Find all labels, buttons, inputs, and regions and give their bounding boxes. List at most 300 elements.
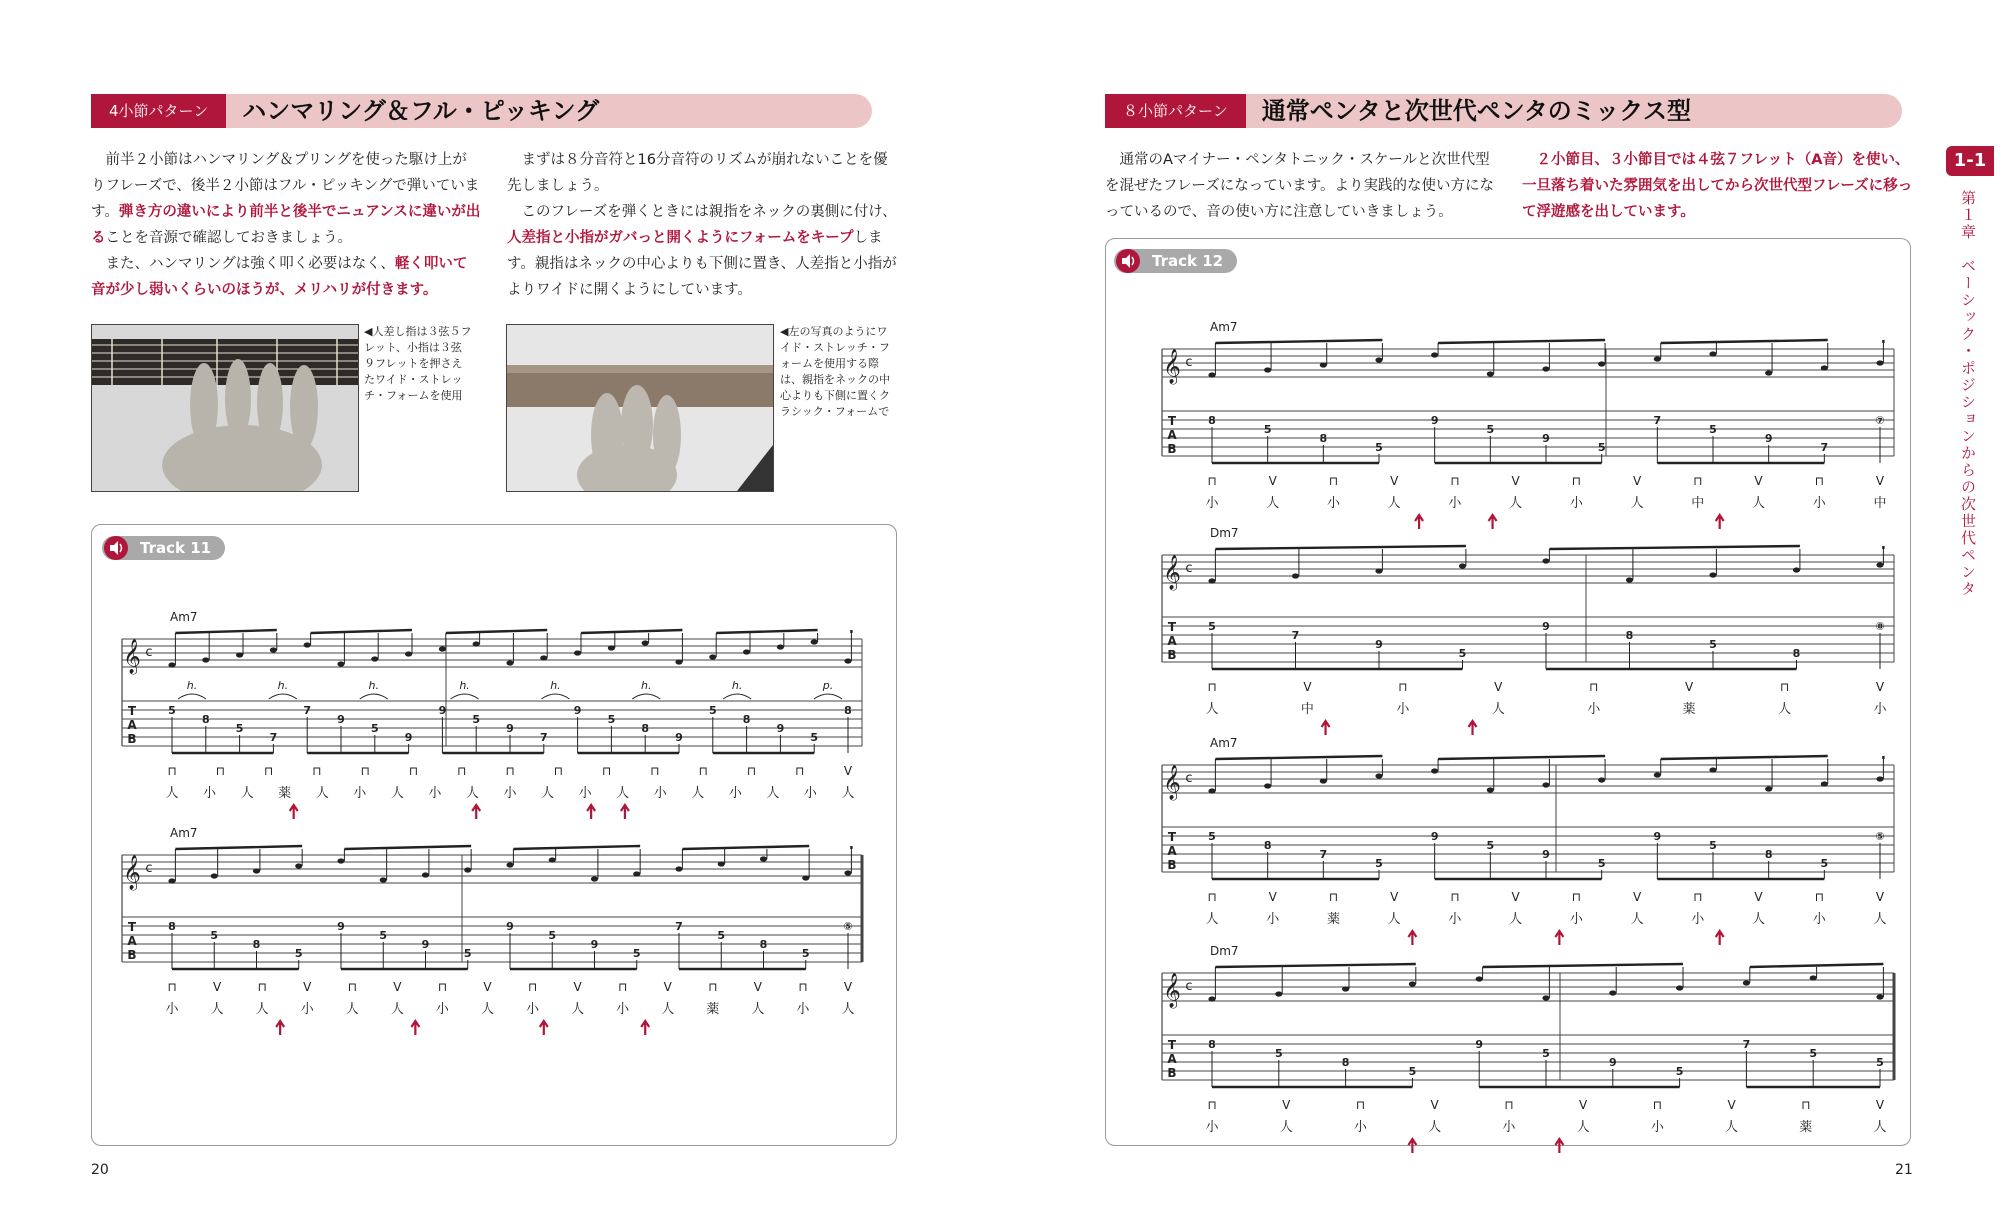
tab-number: 9 <box>1375 638 1383 651</box>
upstroke-symbol: V <box>663 980 672 994</box>
downstroke-symbol: ⊓ <box>1779 680 1790 694</box>
finger-label: 人 <box>1205 702 1219 717</box>
note-head <box>211 873 218 878</box>
tab-system <box>122 826 862 1035</box>
tab-number: 5 <box>370 722 379 735</box>
finger-label: 人 <box>1205 912 1219 927</box>
finger-label: 人 <box>1778 702 1792 717</box>
tab-number: 9 <box>506 722 514 735</box>
downstroke-symbol: ⊓ <box>215 764 225 778</box>
finger-label: 人 <box>1752 496 1766 511</box>
beam <box>446 630 547 633</box>
tab-number: 5 <box>1263 423 1272 436</box>
finger-label: 人 <box>1873 912 1887 927</box>
finger-label: 人 <box>1266 496 1280 511</box>
finger-label: 小 <box>353 786 367 801</box>
tab-number: 5 <box>810 731 819 744</box>
finger-label: 小 <box>1326 496 1340 511</box>
tab-number: 5 <box>1208 620 1216 633</box>
note-head <box>168 662 175 667</box>
slur-label: h. <box>550 679 561 692</box>
finger-label: 薬 <box>706 1002 720 1017</box>
finger-label: 薬 <box>1799 1120 1813 1135</box>
finger-label: 小 <box>1396 702 1410 717</box>
downstroke-symbol: ⊓ <box>527 980 538 994</box>
pattern-tag: ８小節パターン <box>1105 94 1246 128</box>
tab-clef-icon: T <box>1167 620 1177 634</box>
treble-clef-icon: 𝄞 <box>1163 973 1181 1008</box>
note-head <box>1320 362 1327 367</box>
note-head <box>760 856 767 861</box>
tab-number: 7 <box>675 920 683 933</box>
tab-clef-icon: T <box>1167 414 1177 428</box>
tab-number: 5 <box>548 929 557 942</box>
finger-label: 人 <box>661 1002 675 1017</box>
downstroke-symbol: ⊓ <box>698 764 708 778</box>
upstroke-symbol: V <box>1579 1098 1588 1112</box>
tab-number: 5 <box>607 713 616 726</box>
downstroke-symbol: ⊓ <box>1207 474 1217 488</box>
note-head <box>1375 357 1382 362</box>
slur-label: h. <box>186 679 198 692</box>
beam <box>1215 756 1382 759</box>
finger-label: 人 <box>616 786 630 801</box>
time-signature: c <box>145 645 153 660</box>
tab-score-right <box>1106 239 1910 1145</box>
finger-label: 人 <box>1752 912 1766 927</box>
note-head <box>1487 787 1494 792</box>
beam <box>513 846 640 849</box>
tab-clef-icon: B <box>1167 648 1177 662</box>
slur-label: h. <box>459 679 470 692</box>
tab-clef-icon: A <box>127 934 137 948</box>
photo-wide-stretch-back <box>506 324 774 492</box>
finger-label: 小 <box>435 1002 449 1017</box>
upstroke-symbol: V <box>1875 680 1885 694</box>
note-head <box>1409 981 1416 986</box>
body-text: まずは８分音符と16分音符のリズムが崩れないことを優先しましょう。 <box>507 152 888 194</box>
tab-number: 5 <box>1375 857 1383 870</box>
downstroke-symbol: ⊓ <box>1207 890 1217 904</box>
tab-clef-icon: B <box>1167 858 1177 872</box>
tab-number: 8 <box>1208 414 1216 427</box>
upstroke-symbol: V <box>1632 474 1642 488</box>
tab-number: 7 <box>1653 414 1662 427</box>
downstroke-symbol: ⊓ <box>263 764 274 778</box>
tab-number: 5 <box>632 947 641 960</box>
downstroke-symbol: ⊓ <box>1571 474 1582 488</box>
tab-number: 9 <box>421 938 430 951</box>
finger-label: 薬 <box>1682 702 1696 717</box>
photo-caption-1: ◀人差し指は３弦５フレット、小指は３弦９フレットを押さえたワイド・ストレッチ・フォームを使用 <box>364 325 472 402</box>
paragraph <box>91 147 481 251</box>
finger-label: 小 <box>428 786 442 801</box>
chord-name: Am7 <box>170 826 198 840</box>
finger-label: 小 <box>796 1002 810 1017</box>
up-arrow-icon <box>1555 931 1563 945</box>
downstroke-symbol: ⊓ <box>1207 1098 1217 1112</box>
note-head <box>1542 366 1549 371</box>
tab-number: 9 <box>1764 432 1773 445</box>
downstroke-symbol: ⊓ <box>1693 890 1703 904</box>
beam <box>311 630 412 633</box>
up-arrow-icon <box>472 805 480 819</box>
tab-number: 9 <box>590 938 599 951</box>
upstroke-symbol: V <box>843 980 853 994</box>
up-arrow-icon <box>411 1021 419 1035</box>
note-head <box>506 862 513 867</box>
tab-number: 5 <box>1597 441 1606 454</box>
finger-label: 中 <box>1691 496 1705 511</box>
finger-label: 小 <box>1353 1120 1367 1135</box>
downstroke-symbol: ⊓ <box>798 980 808 994</box>
time-signature: c <box>145 861 153 876</box>
finger-label: 人 <box>1387 912 1401 927</box>
track-title: Track 11 <box>140 539 212 557</box>
upstroke-symbol: V <box>1754 474 1763 488</box>
downstroke-symbol: ⊓ <box>457 764 467 778</box>
body-text-column-1 <box>91 147 481 303</box>
slur-label: p. <box>822 679 834 692</box>
time-signature: c <box>1185 771 1193 786</box>
downstroke-symbol: ⊓ <box>1450 890 1460 904</box>
tab-system <box>1162 526 1894 735</box>
slur <box>632 694 660 699</box>
downstroke-symbol: ⊓ <box>1801 1098 1811 1112</box>
downstroke-symbol: ⊓ <box>347 980 357 994</box>
downstroke-symbol: ⊓ <box>650 764 660 778</box>
beam <box>1750 964 1884 967</box>
finger-label: 人 <box>1576 1120 1590 1135</box>
slur <box>269 694 297 699</box>
finger-label: 人 <box>691 786 705 801</box>
beam <box>1438 756 1605 759</box>
finger-label: 人 <box>1279 1120 1293 1135</box>
note-head <box>549 857 556 862</box>
tab-number: 8 <box>168 920 176 933</box>
tab-clef-icon: T <box>1167 830 1177 844</box>
tab-number: 9 <box>1653 830 1662 843</box>
tab-system <box>1162 736 1894 945</box>
tab-number: 9 <box>1542 848 1550 861</box>
note-head <box>1876 994 1883 999</box>
note-head <box>1709 572 1716 577</box>
downstroke-symbol: ⊓ <box>617 980 628 994</box>
finger-label: 人 <box>1509 496 1523 511</box>
tab-number: 9 <box>404 731 413 744</box>
track-title: Track 12 <box>1152 252 1224 270</box>
tab-number: 9 <box>438 704 447 717</box>
tab-number: 5 <box>717 929 726 942</box>
page-number: 21 <box>1895 1162 1913 1178</box>
upstroke-symbol: V <box>1430 1098 1439 1112</box>
downstroke-symbol: ⊓ <box>1814 890 1824 904</box>
finger-label: 小 <box>1448 496 1462 511</box>
beam <box>1549 546 1800 549</box>
note-head <box>405 651 412 656</box>
tab-number: 5 <box>1408 1065 1417 1078</box>
upstroke-symbol: V <box>1303 680 1312 694</box>
tab-number: ⑧ <box>1875 620 1885 633</box>
tab-number: 8 <box>1625 629 1634 642</box>
note-head <box>1375 568 1382 573</box>
tab-number: 5 <box>1274 1047 1283 1060</box>
note-head <box>1810 975 1817 980</box>
note-head <box>1487 371 1494 376</box>
beam <box>344 846 471 849</box>
tab-number: 9 <box>1542 432 1550 445</box>
body-text: ことを音源で確認しておきましょう。 <box>105 230 352 246</box>
note-head <box>1676 985 1683 990</box>
up-arrow-icon <box>276 1021 284 1035</box>
tab-number: 8 <box>201 713 210 726</box>
note-head <box>1876 360 1883 365</box>
upstroke-symbol: V <box>1511 474 1520 488</box>
body-text: また、ハンマリングは強く叩く必要はなく、 <box>105 256 395 272</box>
downstroke-symbol: ⊓ <box>1398 680 1408 694</box>
tab-number: 5 <box>1809 1047 1818 1060</box>
tab-number: 9 <box>506 920 514 933</box>
note-head <box>1598 777 1605 782</box>
finger-label: 小 <box>503 786 517 801</box>
downstroke-symbol: ⊓ <box>1652 1098 1663 1112</box>
note-head <box>337 858 344 863</box>
time-signature: c <box>1185 979 1193 994</box>
note-head <box>1626 577 1633 582</box>
note-head <box>802 875 809 880</box>
tab-number: 5 <box>1458 647 1467 660</box>
tab-clef-icon: T <box>127 920 137 934</box>
slur-label: h. <box>277 679 289 692</box>
note-head <box>295 863 302 868</box>
upstroke-symbol: V <box>1685 680 1694 694</box>
finger-label: 人 <box>165 786 179 801</box>
finger-label: 人 <box>1387 496 1401 511</box>
note-head <box>270 647 277 652</box>
up-arrow-icon <box>1408 1139 1416 1153</box>
tab-number: 9 <box>776 722 785 735</box>
note-head <box>337 661 344 666</box>
tab-clef-icon: B <box>127 948 137 962</box>
tab-number: 7 <box>539 731 548 744</box>
note-head <box>718 861 725 866</box>
finger-label: 人 <box>1630 912 1644 927</box>
tab-number: 8 <box>759 938 768 951</box>
finger-label: 人 <box>390 1002 404 1017</box>
paragraph <box>1105 147 1497 225</box>
note-head <box>236 652 243 657</box>
tab-number: 8 <box>1319 432 1328 445</box>
beam <box>1438 340 1605 343</box>
note-head <box>1609 990 1616 995</box>
upstroke-symbol: V <box>1727 1098 1736 1112</box>
tab-number: 5 <box>1675 1065 1684 1078</box>
tab-score-left <box>92 525 896 1145</box>
section-title: 通常ペンタと次世代ペンタのミックス型 <box>1246 94 1902 128</box>
up-arrow-icon <box>1716 515 1724 529</box>
note-head <box>1765 370 1772 375</box>
downstroke-symbol: ⊓ <box>795 764 805 778</box>
note-head <box>1654 356 1661 361</box>
pattern-tag: 4小節パターン <box>91 94 226 128</box>
note-head <box>1765 786 1772 791</box>
time-signature: c <box>1185 355 1193 370</box>
tab-number: 7 <box>303 704 312 717</box>
slur <box>814 694 842 699</box>
finger-label: 人 <box>210 1002 224 1017</box>
emphasis-text: ２小節目、３小節目では４弦７フレット（A音）を使い、一旦落ち着いた雰囲気を出してから次世代型フレーズに移って浮遊感を出しています。 <box>1522 152 1913 220</box>
tab-number: 9 <box>573 704 582 717</box>
finger-label: 小 <box>1205 1120 1219 1135</box>
upstroke-symbol: V <box>843 764 853 778</box>
beam <box>1215 546 1466 549</box>
finger-label: 中 <box>1300 702 1314 717</box>
slur-label: h. <box>368 679 379 692</box>
finger-label: 小 <box>653 786 667 801</box>
up-arrow-icon <box>621 805 629 819</box>
downstroke-symbol: ⊓ <box>1504 1098 1514 1112</box>
beam <box>1661 340 1828 343</box>
tab-number: 5 <box>294 947 303 960</box>
tab-number: 5 <box>1597 857 1606 870</box>
note-head <box>1709 351 1716 356</box>
finger-label: 小 <box>1569 912 1583 927</box>
note-head <box>675 659 682 664</box>
chapter-badge: 1-1 <box>1946 146 1994 176</box>
note-head <box>844 658 851 663</box>
slur-label: h. <box>731 679 743 692</box>
finger-label: 人 <box>1873 1120 1887 1135</box>
note-head <box>633 871 640 876</box>
tab-number: 9 <box>1430 414 1439 427</box>
time-signature: c <box>1185 561 1193 576</box>
tab-number: 8 <box>1792 647 1801 660</box>
note-head <box>777 644 784 649</box>
finger-label: 人 <box>571 1002 585 1017</box>
beam <box>1483 964 1683 967</box>
tab-number: 5 <box>1208 830 1216 843</box>
upstroke-symbol: V <box>483 980 492 994</box>
body-text: します。親指はネックの中心よりも下側に置き、人差指と小指がよりワイドに開くようにしています。 <box>507 230 897 298</box>
chapter-title-vertical: 第１章 ベーシック・ポジションからの次世代ペンタ <box>1959 190 1977 598</box>
tab-number: 9 <box>337 713 345 726</box>
downstroke-symbol: ⊓ <box>408 764 419 778</box>
paragraph <box>507 199 897 303</box>
up-arrow-icon <box>587 805 595 819</box>
tab-clef-icon: A <box>1167 634 1177 648</box>
upstroke-symbol: V <box>753 980 762 994</box>
slur-label: h. <box>641 679 652 692</box>
body-text: 通常のAマイナー・ペンタトニック・スケールと次世代型を混ぜたフレーズになっています。より実践的な使い方になっているので、音の使い方に注意していきましょう。 <box>1105 152 1495 220</box>
downstroke-symbol: ⊓ <box>437 980 448 994</box>
tab-clef-icon: A <box>1167 428 1177 442</box>
upstroke-symbol: V <box>1268 474 1277 488</box>
note-head <box>709 654 716 659</box>
downstroke-symbol: ⊓ <box>257 980 267 994</box>
tab-number: 5 <box>1486 423 1495 436</box>
finger-label: 人 <box>751 1002 765 1017</box>
upstroke-symbol: V <box>393 980 402 994</box>
note-head <box>1876 776 1883 781</box>
note-head <box>1342 986 1349 991</box>
tab-number: ⑦ <box>1875 414 1885 427</box>
tab-number: 8 <box>1263 839 1272 852</box>
tab-number: 9 <box>1430 830 1439 843</box>
finger-label: 小 <box>1569 496 1583 511</box>
upstroke-symbol: V <box>1390 474 1399 488</box>
finger-label: 小 <box>728 786 742 801</box>
treble-clef-icon: 𝄞 <box>1163 555 1181 590</box>
note-head <box>1375 773 1382 778</box>
finger-label: 中 <box>1873 496 1887 511</box>
up-arrow-icon <box>1469 721 1477 735</box>
downstroke-symbol: ⊓ <box>1328 890 1339 904</box>
finger-label: 小 <box>1502 1120 1516 1135</box>
tab-number: 7 <box>1742 1038 1751 1051</box>
finger-label: 小 <box>203 786 217 801</box>
finger-label: 小 <box>803 786 817 801</box>
up-arrow-icon <box>1322 721 1330 735</box>
body-text: このフレーズを弾くときには親指をネックの裏側に付け、 <box>521 204 897 220</box>
finger-label: 小 <box>616 1002 630 1017</box>
downstroke-symbol: ⊓ <box>1450 474 1460 488</box>
beam <box>1215 340 1382 343</box>
tab-number: 8 <box>641 722 650 735</box>
tab-system <box>1162 944 1894 1153</box>
up-arrow-icon <box>641 1021 649 1035</box>
tab-number: 9 <box>1475 1038 1484 1051</box>
beam <box>175 630 276 633</box>
photo-wide-stretch-front <box>91 324 359 492</box>
note-head <box>743 649 750 654</box>
note-head <box>422 872 429 877</box>
tab-number: 5 <box>1709 423 1717 436</box>
note-head <box>1876 562 1883 567</box>
body-text-column-1 <box>1105 147 1497 225</box>
tab-number: 5 <box>708 704 717 717</box>
note-head <box>1542 995 1549 1000</box>
tab-number: 7 <box>1820 441 1829 454</box>
note-head <box>675 866 682 871</box>
note-head <box>464 867 471 872</box>
beam <box>175 846 302 849</box>
tab-system <box>122 610 862 819</box>
upstroke-symbol: V <box>1632 890 1642 904</box>
tab-number: 8 <box>252 938 261 951</box>
finger-label: 小 <box>165 1002 179 1017</box>
note-head <box>1821 365 1828 370</box>
body-text-column-2 <box>507 147 897 303</box>
chord-name: Dm7 <box>1210 944 1239 958</box>
note-head <box>642 640 649 645</box>
note-head <box>380 877 387 882</box>
chord-name: Am7 <box>170 610 198 624</box>
finger-label: 人 <box>766 786 780 801</box>
body-text-column-2 <box>1522 147 1914 225</box>
page-number: 20 <box>91 1162 109 1178</box>
tab-number: 8 <box>1341 1056 1350 1069</box>
tab-number: 5 <box>472 713 481 726</box>
note-head <box>253 868 260 873</box>
up-arrow-icon <box>1489 515 1497 529</box>
tab-number: 5 <box>1876 1056 1884 1069</box>
track-11-score-box <box>91 524 897 1146</box>
right-page <box>1000 0 2000 1224</box>
upstroke-symbol: V <box>1875 474 1885 488</box>
section-header <box>91 94 872 128</box>
tab-clef-icon: B <box>127 732 137 746</box>
tab-clef-icon: B <box>1167 1066 1177 1080</box>
